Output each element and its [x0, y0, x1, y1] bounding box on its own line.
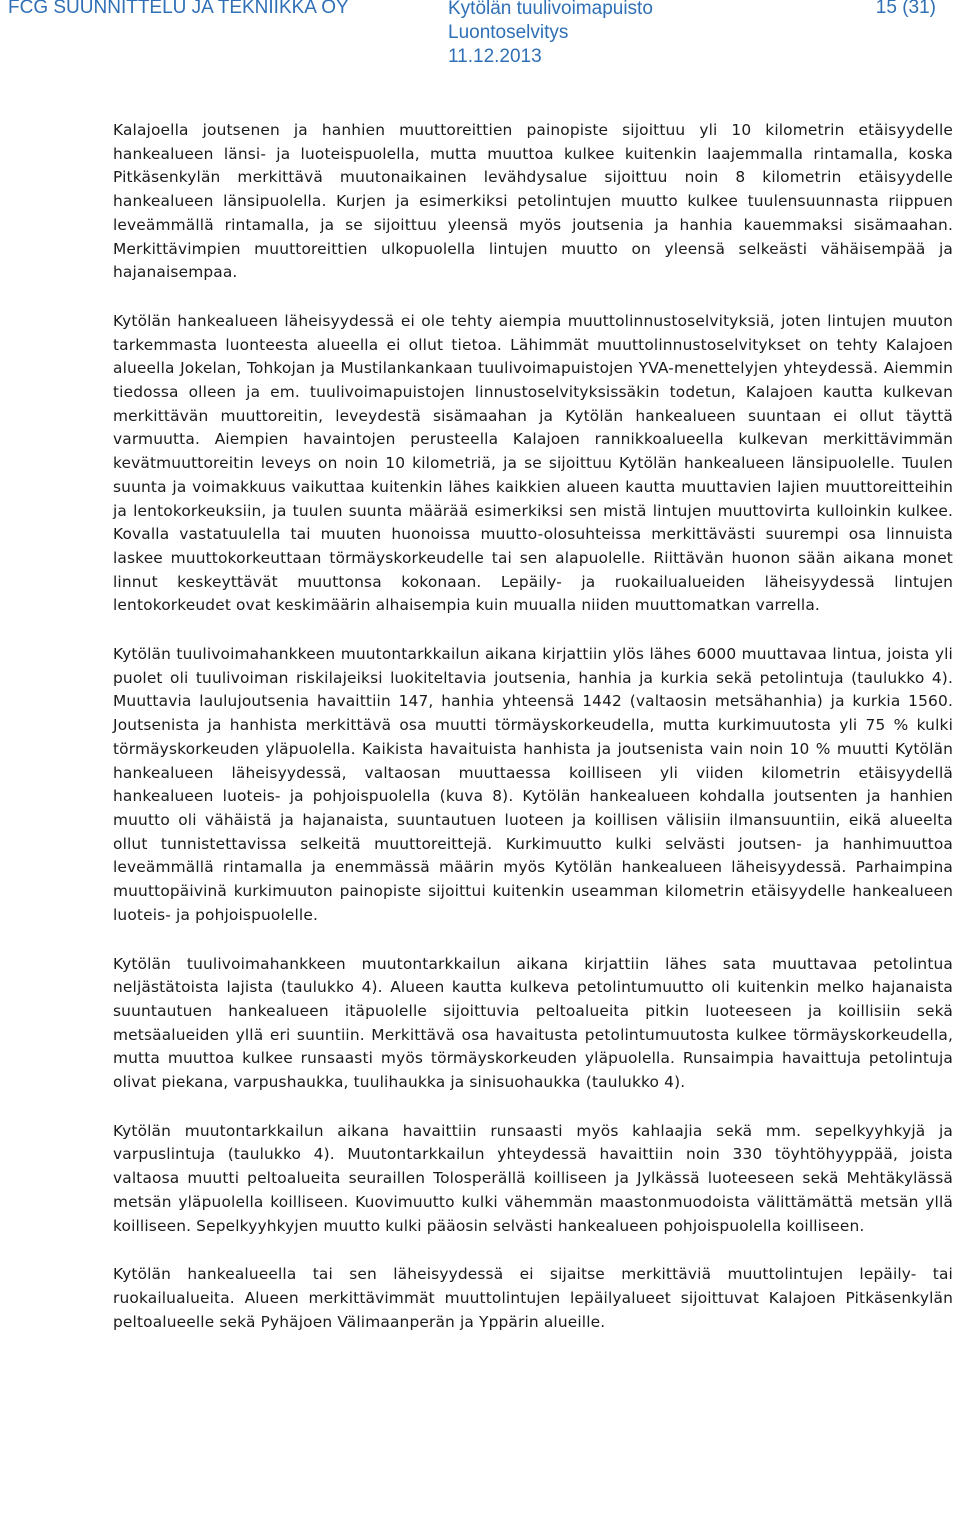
paragraph: Kytölän hankealueen läheisyydessä ei ole tehty aiempia muuttolinnustoselvityksiä, joten lintujen muuton tarkemmasta luonteesta alueella ei ollut tietoa. Lähimmät muuttolinnustoselvitykset on tehty Kalajoen alueella Jokelan, Tohkojan ja Mustilankankaan tuulivoimapuistojen YVA-menettelyjen yhteydessä. Aiemmin tiedossa olleen ja em. tuulivoimapuistojen linnustoselvityksissäkin todetun, Kalajoen kautta kulkevan merkittävän muuttoreitin, leveydestä sisämaahan ja Kytölän hankealueen suuntaan ei ollut täyttä varmuutta. Aiempien havaintojen perusteella Kalajoen rannikkoalueella kulkevan merkittävimmän kevätmuuttoreitin leveys on noin 10 kilometriä, ja se sijoittuu Kytölän hankealueen länsipuolelle. Tuulen suunta ja voimakkuus vaikuttaa kuitenkin lähes kaikkien alueen kautta muuttavien lajien muuttoreitteihin ja lentokorkeuksiin, ja tuulen suunta määrää esimerkiksi sen mistä lintujen muuttovirta kulloinkin kulkee. Kovalla vastatuulella tai muuten huonoissa muutto-olosuhteissa merkittävästi suurempi osa linnuista laskee muuttokorkeuttaan törmäyskorkeudelle tai sen alapuolelle. Riittävän huonon sään aikana monet linnut keskeyttävät muuttonsa kokonaan. Lepäily- ja ruokailualueiden läheisyydessä lintujen lentokorkeudet ovat keskimäärin alhaisempia kuin muualla niiden muuttomatkan varrella.	[113, 311, 953, 615]
document-title-block	[448, 0, 653, 69]
paragraph: Kytölän muutontarkkailun aikana havaittiin runsaasti myös kahlaajia sekä mm. sepelkyyhkyjä ja varpuslintuja (taulukko 4). Muutontarkkailun yhteydessä havaittiin noin 330 töyhtöhyyppää, joista valtaosa muutti peltoalueita seuraillen Tolosperällä koilliseen ja Jylkässä luoteeseen sekä Mehtäkylässä metsän yläpuolella koilliseen. Kuovimuutto kulki vähemmän maastonmuodoista välittämättä metsän yllä koilliseen. Sepelkyyhkyjen muutto kulki pääosin selvästi hankealueen pohjoispuolella koilliseen.	[113, 1121, 953, 1235]
paragraph: Kytölän tuulivoimahankkeen muutontarkkailun aikana kirjattiin lähes sata muuttavaa petolintua neljästätoista lajista (taulukko 4). Alueen kautta kulkeva petolintumuutto oli kuitenkin melko hajanaista suuntautuen hankealueen itäpuolelle sijoittuvia peltoalueita pitkin luoteeseen ja koillisiin sekä metsäalueiden yllä eri suuntiin. Merkittävä osa havaitusta petolintumuutosta kulkee törmäyskorkeudella, mutta muuttoa kulkee runsaasti myös törmäyskorkeuden yläpuolella. Runsaimpia havaittuja petolintuja olivat piekana, varpushaukka, tuulihaukka ja sinisuohaukka (taulukko 4).	[113, 954, 953, 1092]
report-type: Luontoselvitys	[448, 22, 569, 43]
page-number: 15 (31)	[875, 0, 936, 18]
company-name: FCG SUUNNITTELU JA TEKNIIKKA OY	[8, 0, 349, 18]
project-name: Kytölän tuulivoimapuisto	[448, 0, 653, 19]
paragraph: Kalajoella joutsenen ja hanhien muuttoreittien painopiste sijoittuu yli 10 kilometrin etäisyydelle hankealueen länsi- ja luoteispuolella, mutta muuttoa kulkee kuitenkin laajemmalla rintamalla, koska Pitkäsenkylän merkittävä muutonaikainen levähdysalue sijoittuu noin 8 kilometrin etäisyydelle hankealueen länsipuolella. Kurjen ja esimerkiksi petolintujen muutto kulkee tuulensuunnasta riippuen leveämmällä rintamalla, ja se sijoittuu yleensä myös joutsenia ja hanhia kauemmaksi sisämaahan. Merkittävimpien muuttoreittien ulkopuolella lintujen muutto on yleensä selkeästi vähäisempää ja hajanaisempaa.	[113, 121, 953, 282]
page-header	[0, 0, 960, 70]
report-date: 11.12.2013	[448, 46, 542, 67]
paragraph: Kytölän tuulivoimahankkeen muutontarkkailun aikana kirjattiin ylös lähes 6000 muuttavaa lintua, joista yli puolet oli tuulivoiman riskilajeiksi luokiteltavia joutsenia, hanhia ja kurkia sekä petolintuja (taulukko 4). Muuttavia laulujoutsenia havaittiin 147, hanhia yhteensä 1442 (valtaosin metsähanhia) ja kurkia 1560. Joutsenista ja hanhista merkittävä osa muutti törmäyskorkeudella, mutta kurkimuutosta yli 75 % kulki törmäyskorkeuden yläpuolella. Kaikista havaituista hanhista ja joutsenista vain noin 10 % muutti Kytölän hankealueen läheisyydessä, valtaosan muuttaessa koilliseen yli viiden kilometrin etäisyydellä hankealueen luoteis- ja pohjoispuolella (kuva 8). Kytölän hankealueen kohdalla joutsenten ja hanhien muutto oli vähäistä ja hajanaista, suuntautuen luoteen ja koillisen välisiin ilmansuuntiin, eikä alueelta ollut tunnistettavissa selkeitä muuttoreittejä. Kurkimuutto kulki selvästi joutsen- ja hanhimuuttoa leveämmällä rintamalla ja enemmässä määrin myös Kytölän hankealueen läheisyydessä. Parhaimpina muuttopäivinä kurkimuuton painopiste sijoittui kuitenkin useamman kilometrin etäisyydelle hankealueen luoteis- ja pohjoispuolelle.	[113, 645, 953, 924]
paragraph: Kytölän hankealueella tai sen läheisyydessä ei sijaitse merkittäviä muuttolintujen lepäily- tai ruokailualueita. Alueen merkittävimmät muuttolintujen lepäilyalueet sijoittuvat Kalajoen Pitkäsenkylän peltoalueelle sekä Pyhäjoen Välimaanperän ja Yppärin alueille.	[113, 1265, 953, 1331]
document-body	[113, 119, 953, 1359]
